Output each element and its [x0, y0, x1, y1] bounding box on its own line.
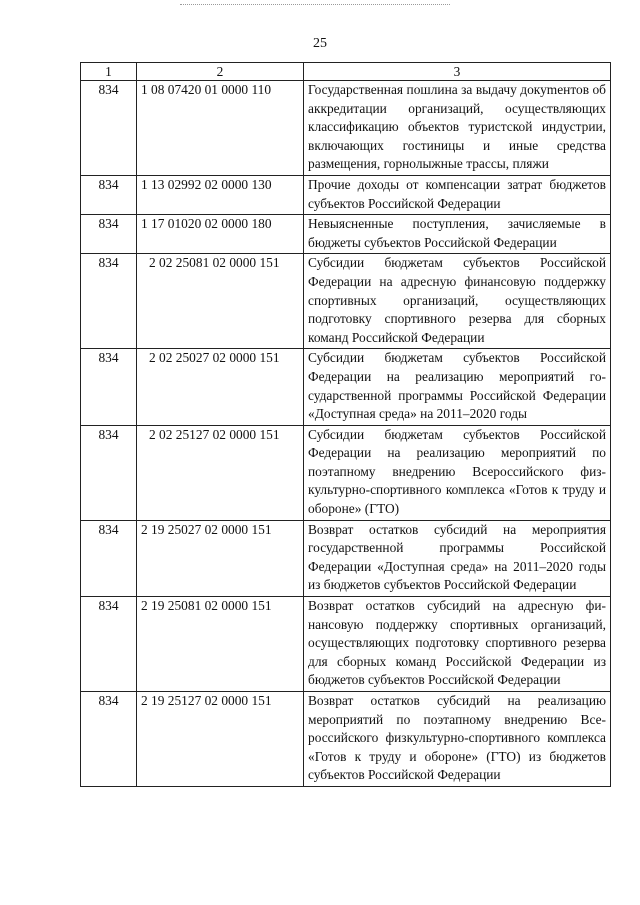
- revenue-name-cell: Субсидии бюджетам субъектов Российской Федерации на реализацию мероприятий по поэтапному внедрению Всероссийского физкультурно-спортивного комплекса «Готов к труду и обороне» (ГТО): [304, 425, 611, 520]
- admin-code-cell: 834: [81, 81, 137, 176]
- admin-code-cell: 834: [81, 597, 137, 692]
- revenue-name-cell: Невыясненные поступления, зачисляемые в бюджеты субъектов Российской Федерации: [304, 215, 611, 254]
- table-row: [81, 349, 611, 425]
- revenue-name-cell: Прочие доходы от компенсации затрат бюджетов субъектов Российской Федерации: [304, 175, 611, 214]
- header-col-3: 3: [304, 63, 611, 81]
- revenue-code-cell: 2 02 25081 02 0000 151: [137, 254, 304, 349]
- table-row: [81, 81, 611, 176]
- header-col-1: 1: [81, 63, 137, 81]
- table-row: [81, 215, 611, 254]
- budget-revenue-table: [80, 62, 611, 787]
- admin-code-cell: 834: [81, 520, 137, 596]
- revenue-code-cell: 2 02 25127 02 0000 151: [137, 425, 304, 520]
- revenue-name-cell: Субсидии бюджетам субъектов Российской Федерации на адресную финансовую поддержку спортивных организаций, осуществляющих подготовку спортивного резерва для сборных команд Российской Федерации: [304, 254, 611, 349]
- revenue-name-cell: Субсидии бюджетам субъектов Российской Федерации на реализацию мероприятий государственной программы Российской Федерации «Доступная среда» на 2011–2020 годы: [304, 349, 611, 425]
- admin-code-cell: 834: [81, 349, 137, 425]
- admin-code-cell: 834: [81, 692, 137, 787]
- admin-code-cell: 834: [81, 215, 137, 254]
- revenue-code-cell: 1 08 07420 01 0000 110: [137, 81, 304, 176]
- table-row: [81, 254, 611, 349]
- revenue-code-cell: 1 17 01020 02 0000 180: [137, 215, 304, 254]
- table-header-row: [81, 63, 611, 81]
- table-row: [81, 692, 611, 787]
- revenue-code-cell: 2 19 25081 02 0000 151: [137, 597, 304, 692]
- revenue-name-cell: Возврат остатков субсидий на адресную финансовую поддержку спортивных организаций, осуществляющих подготовку спортивного резерва для сборных команд Российской Федерации из бюджетов субъектов Российской Федерации: [304, 597, 611, 692]
- revenue-code-cell: 2 19 25127 02 0000 151: [137, 692, 304, 787]
- header-col-2: 2: [137, 63, 304, 81]
- revenue-name-cell: Возврат остатков субсидий на реализацию мероприятий по поэтапному внедрению Всероссийского физкультурно-спортивного комплекса «Готов к труду и обороне» (ГТО) из бюджетов субъектов Российской Федерации: [304, 692, 611, 787]
- revenue-code-cell: 2 19 25027 02 0000 151: [137, 520, 304, 596]
- scan-edge-mark: [180, 4, 450, 5]
- admin-code-cell: 834: [81, 425, 137, 520]
- revenue-name-cell: Государственная пошлина за выдачу докуmентов об аккредитации организаций, осуществляющих классификацию объектов туристской индустрии, включающих гостиницы и иные средства размещения, горнолыжные трассы, пляжи: [304, 81, 611, 176]
- revenue-code-cell: 2 02 25027 02 0000 151: [137, 349, 304, 425]
- table-row: [81, 425, 611, 520]
- revenue-name-cell: Возврат остатков субсидий на мероприятия государственной программы Российской Федерации «Доступная среда» на 2011–2020 годы из бюджетов субъектов Российской Федерации: [304, 520, 611, 596]
- table-row: [81, 175, 611, 214]
- page-number: 25: [313, 36, 327, 51]
- table-row: [81, 597, 611, 692]
- admin-code-cell: 834: [81, 254, 137, 349]
- admin-code-cell: 834: [81, 175, 137, 214]
- table-row: [81, 520, 611, 596]
- revenue-code-cell: 1 13 02992 02 0000 130: [137, 175, 304, 214]
